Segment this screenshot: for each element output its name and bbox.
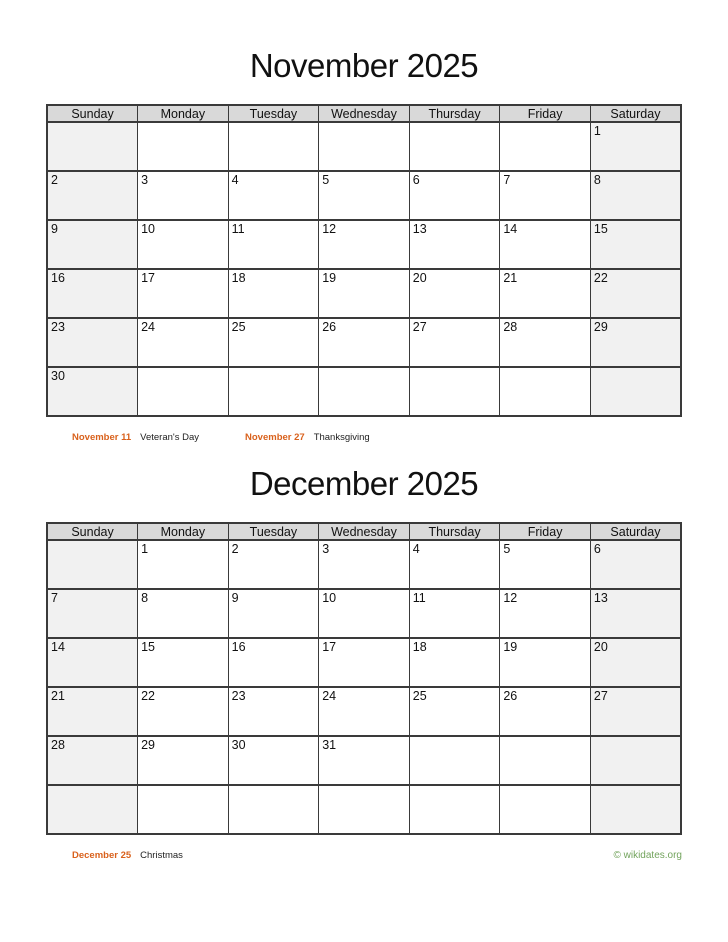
day-cell-31: 31 — [319, 736, 410, 785]
month-title-december: December 2025 — [249, 465, 479, 502]
holiday-list-november — [72, 432, 416, 444]
day-cell-5: 5 — [319, 171, 410, 220]
day-cell-24: 24 — [138, 318, 229, 367]
day-cell-21: 21 — [500, 269, 591, 318]
day-cell-empty — [228, 367, 319, 416]
day-cell-24: 24 — [319, 687, 410, 736]
holiday-name: Christmas — [140, 850, 183, 861]
holiday-legend-november — [46, 432, 682, 444]
day-cell-11: 11 — [409, 589, 500, 638]
day-cell-25: 25 — [228, 318, 319, 367]
day-cell-empty — [409, 367, 500, 416]
day-cell-empty — [500, 785, 591, 834]
weekday-header-monday: Monday — [138, 105, 229, 122]
weekday-header-monday: Monday — [138, 523, 229, 540]
day-cell-27: 27 — [409, 318, 500, 367]
day-cell-29: 29 — [590, 318, 681, 367]
wikidates-copyright-link[interactable]: © wikidates.org — [613, 850, 682, 861]
calendar-table-november — [46, 104, 682, 417]
day-cell-30: 30 — [47, 367, 138, 416]
weekday-header-thursday: Thursday — [409, 523, 500, 540]
month-section-november — [46, 0, 682, 444]
weekday-header-friday: Friday — [500, 523, 591, 540]
day-cell-28: 28 — [47, 736, 138, 785]
day-cell-empty — [500, 736, 591, 785]
day-cell-empty — [319, 367, 410, 416]
day-cell-7: 7 — [47, 589, 138, 638]
day-cell-19: 19 — [319, 269, 410, 318]
month-title-november: November 2025 — [249, 47, 479, 84]
day-cell-1: 1 — [590, 122, 681, 171]
holiday-list-december — [72, 850, 229, 862]
day-cell-18: 18 — [409, 638, 500, 687]
day-cell-21: 21 — [47, 687, 138, 736]
week-row — [47, 687, 681, 736]
weekday-header-saturday: Saturday — [590, 523, 681, 540]
weekday-header-row — [47, 105, 681, 122]
day-cell-empty — [319, 785, 410, 834]
day-cell-14: 14 — [500, 220, 591, 269]
day-cell-29: 29 — [138, 736, 229, 785]
day-cell-11: 11 — [228, 220, 319, 269]
day-cell-10: 10 — [319, 589, 410, 638]
day-cell-23: 23 — [228, 687, 319, 736]
day-cell-27: 27 — [590, 687, 681, 736]
day-cell-5: 5 — [500, 540, 591, 589]
day-cell-empty — [590, 367, 681, 416]
day-cell-9: 9 — [47, 220, 138, 269]
day-cell-empty — [228, 122, 319, 171]
day-cell-empty — [228, 785, 319, 834]
day-cell-6: 6 — [409, 171, 500, 220]
day-cell-7: 7 — [500, 171, 591, 220]
day-cell-empty — [590, 736, 681, 785]
day-cell-18: 18 — [228, 269, 319, 318]
holiday-date: December 25 — [72, 850, 132, 861]
week-row — [47, 736, 681, 785]
day-cell-9: 9 — [228, 589, 319, 638]
holiday-item — [72, 432, 199, 443]
week-row — [47, 589, 681, 638]
day-cell-4: 4 — [409, 540, 500, 589]
day-cell-empty — [409, 736, 500, 785]
holiday-item — [72, 850, 183, 861]
day-cell-2: 2 — [228, 540, 319, 589]
day-cell-empty — [138, 122, 229, 171]
day-cell-14: 14 — [47, 638, 138, 687]
weekday-header-sunday: Sunday — [47, 105, 138, 122]
day-cell-17: 17 — [138, 269, 229, 318]
day-cell-empty — [47, 540, 138, 589]
day-cell-empty — [409, 122, 500, 171]
weekday-header-saturday: Saturday — [590, 105, 681, 122]
day-cell-20: 20 — [590, 638, 681, 687]
holiday-date: November 11 — [72, 432, 132, 443]
weekday-header-friday: Friday — [500, 105, 591, 122]
day-cell-8: 8 — [590, 171, 681, 220]
holiday-legend-december — [46, 850, 682, 862]
day-cell-empty — [138, 367, 229, 416]
day-cell-2: 2 — [47, 171, 138, 220]
holiday-name: Veteran's Day — [140, 432, 200, 443]
day-cell-13: 13 — [590, 589, 681, 638]
day-cell-22: 22 — [138, 687, 229, 736]
day-cell-30: 30 — [228, 736, 319, 785]
week-row — [47, 785, 681, 834]
week-row — [47, 171, 681, 220]
calendar-table-december — [46, 522, 682, 835]
week-row — [47, 367, 681, 416]
weekday-header-row — [47, 523, 681, 540]
month-section-december — [46, 444, 682, 862]
day-cell-empty — [500, 122, 591, 171]
weekday-header-tuesday: Tuesday — [228, 523, 319, 540]
day-cell-empty — [500, 367, 591, 416]
day-cell-empty — [47, 785, 138, 834]
day-cell-12: 12 — [500, 589, 591, 638]
day-cell-28: 28 — [500, 318, 591, 367]
day-cell-3: 3 — [319, 540, 410, 589]
day-cell-25: 25 — [409, 687, 500, 736]
day-cell-19: 19 — [500, 638, 591, 687]
weekday-header-tuesday: Tuesday — [228, 105, 319, 122]
day-cell-16: 16 — [228, 638, 319, 687]
week-row — [47, 122, 681, 171]
day-cell-22: 22 — [590, 269, 681, 318]
day-cell-empty — [138, 785, 229, 834]
day-cell-6: 6 — [590, 540, 681, 589]
weekday-header-wednesday: Wednesday — [319, 105, 410, 122]
day-cell-26: 26 — [500, 687, 591, 736]
holiday-name: Thanksgiving — [313, 432, 370, 443]
day-cell-26: 26 — [319, 318, 410, 367]
day-cell-16: 16 — [47, 269, 138, 318]
day-cell-15: 15 — [138, 638, 229, 687]
day-cell-12: 12 — [319, 220, 410, 269]
day-cell-8: 8 — [138, 589, 229, 638]
holiday-date: November 27 — [245, 432, 305, 443]
day-cell-15: 15 — [590, 220, 681, 269]
day-cell-4: 4 — [228, 171, 319, 220]
day-cell-23: 23 — [47, 318, 138, 367]
day-cell-empty — [319, 122, 410, 171]
day-cell-empty — [409, 785, 500, 834]
day-cell-17: 17 — [319, 638, 410, 687]
holiday-item — [245, 432, 370, 443]
week-row — [47, 540, 681, 589]
day-cell-empty — [590, 785, 681, 834]
day-cell-3: 3 — [138, 171, 229, 220]
week-row — [47, 638, 681, 687]
week-row — [47, 220, 681, 269]
weekday-header-thursday: Thursday — [409, 105, 500, 122]
weekday-header-wednesday: Wednesday — [319, 523, 410, 540]
week-row — [47, 269, 681, 318]
weekday-header-sunday: Sunday — [47, 523, 138, 540]
day-cell-1: 1 — [138, 540, 229, 589]
day-cell-10: 10 — [138, 220, 229, 269]
day-cell-20: 20 — [409, 269, 500, 318]
week-row — [47, 318, 681, 367]
day-cell-empty — [47, 122, 138, 171]
day-cell-13: 13 — [409, 220, 500, 269]
